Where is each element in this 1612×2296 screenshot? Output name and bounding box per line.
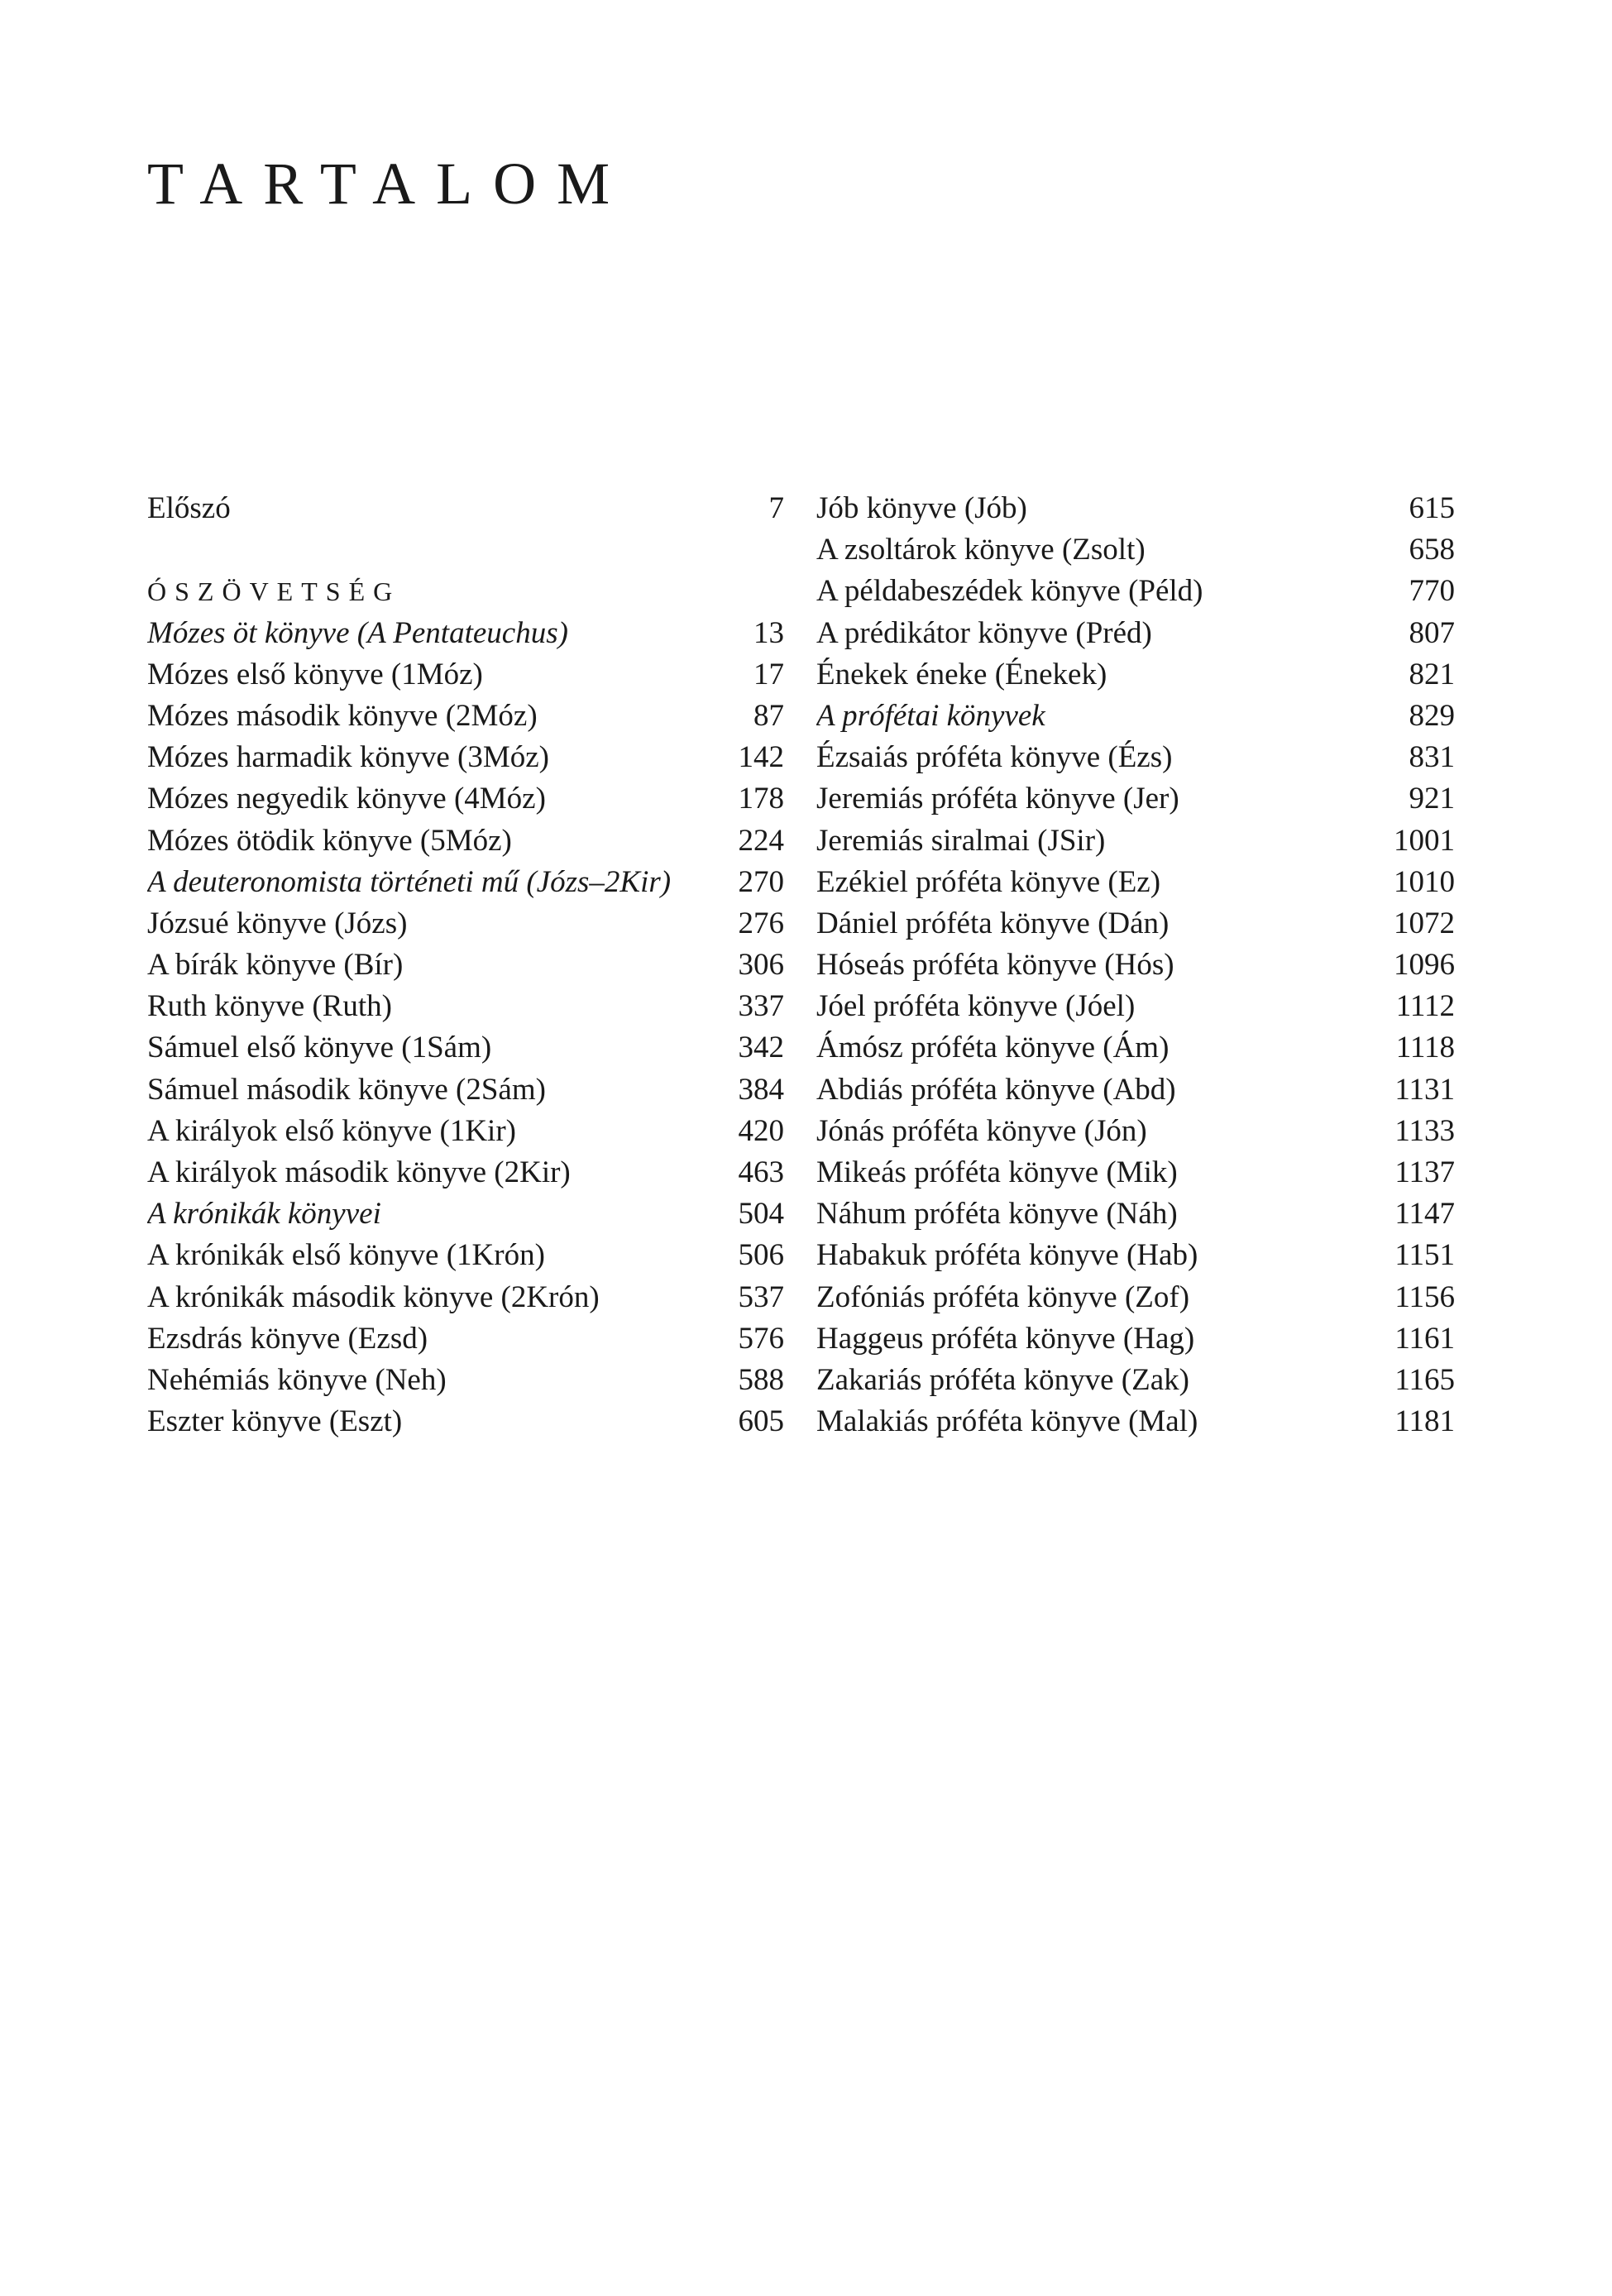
toc-entry[interactable] — [816, 945, 1455, 986]
toc-entry[interactable] — [147, 613, 784, 654]
toc-entry-label: Hóseás próféta könyve (Hós) — [816, 948, 1174, 983]
toc-entry-page: 576 — [738, 1321, 784, 1356]
toc-entry-label: Józsué könyve (Józs) — [147, 906, 408, 940]
toc-entry-page: 658 — [1409, 533, 1455, 567]
toc-entry[interactable] — [816, 1027, 1455, 1069]
toc-entry-page: 1001 — [1394, 823, 1455, 858]
toc-entry-label: Náhum próféta könyve (Náh) — [816, 1197, 1178, 1232]
toc-entry-label: A krónikák második könyve (2Krón) — [147, 1280, 600, 1314]
toc-entry[interactable] — [816, 488, 1455, 529]
toc-entry-page: 605 — [738, 1404, 784, 1439]
toc-entry-label: Jeremiás siralmai (JSir) — [816, 823, 1106, 858]
toc-entry-page: 1156 — [1394, 1280, 1455, 1314]
toc-entry[interactable] — [147, 1193, 784, 1235]
toc-entry-page: 1133 — [1394, 1113, 1455, 1148]
toc-entry[interactable] — [147, 1069, 784, 1111]
toc-entry[interactable] — [147, 1111, 784, 1152]
toc-entry-page: 1118 — [1395, 1031, 1455, 1065]
toc-spacer — [147, 529, 784, 571]
toc-entry-label: Nehémiás könyve (Neh) — [147, 1362, 447, 1397]
toc-entry[interactable] — [147, 737, 784, 778]
toc-entry-label: A királyok első könyve (1Kir) — [147, 1113, 516, 1148]
toc-entry[interactable] — [816, 654, 1455, 696]
toc-entry-page: 224 — [738, 823, 784, 858]
toc-entry-page: 1112 — [1395, 989, 1455, 1024]
toc-entry[interactable] — [816, 1111, 1455, 1152]
toc-entry[interactable] — [816, 696, 1455, 737]
toc-entry[interactable] — [816, 613, 1455, 654]
toc-entry[interactable] — [816, 862, 1455, 903]
toc-entry-label: Habakuk próféta könyve (Hab) — [816, 1238, 1198, 1273]
toc-entry-label: Dániel próféta könyve (Dán) — [816, 906, 1170, 940]
toc-entry-label: Ezsdrás könyve (Ezsd) — [147, 1321, 428, 1356]
toc-entry[interactable] — [147, 778, 784, 820]
section-header: ÓSZÖVETSÉG — [147, 576, 401, 607]
toc-entry[interactable] — [147, 654, 784, 696]
toc-entry[interactable] — [816, 1360, 1455, 1401]
toc-entry-label: Sámuel első könyve (1Sám) — [147, 1031, 492, 1065]
toc-entry-label: Ézsaiás próféta könyve (Ézs) — [816, 740, 1173, 775]
toc-entry-label: Zofóniás próféta könyve (Zof) — [816, 1280, 1190, 1314]
toc-entry-page: 420 — [738, 1113, 784, 1148]
toc-entry-label: Eszter könyve (Eszt) — [147, 1404, 403, 1439]
toc-entry-page: 829 — [1409, 698, 1455, 733]
toc-entry[interactable] — [816, 1401, 1455, 1442]
toc-entry-label: Zakariás próféta könyve (Zak) — [816, 1362, 1189, 1397]
toc-entry-page: 1165 — [1394, 1362, 1455, 1397]
toc-entry-label: Mikeás próféta könyve (Mik) — [816, 1155, 1178, 1189]
toc-entry-page: 7 — [768, 491, 784, 525]
toc-entry[interactable] — [816, 820, 1455, 862]
toc-entry-page: 831 — [1409, 740, 1455, 775]
toc-entry[interactable] — [816, 1193, 1455, 1235]
toc-entry-preface[interactable] — [147, 488, 784, 529]
toc-entry-label: Előszó — [147, 491, 231, 525]
toc-entry[interactable] — [147, 1401, 784, 1442]
toc-entry-label: Énekek éneke (Énekek) — [816, 657, 1107, 691]
toc-entry-page: 87 — [753, 698, 784, 733]
toc-entry-label: Haggeus próféta könyve (Hag) — [816, 1321, 1195, 1356]
toc-entry[interactable] — [147, 696, 784, 737]
toc-entry[interactable] — [147, 820, 784, 862]
toc-entry-page: 270 — [738, 864, 784, 899]
toc-entry-page: 1131 — [1394, 1072, 1455, 1107]
toc-entry-page: 1181 — [1394, 1404, 1455, 1439]
toc-entry-page: 588 — [738, 1362, 784, 1397]
toc-entry[interactable] — [816, 571, 1455, 612]
toc-entry-label: A prófétai könyvek — [816, 698, 1045, 733]
toc-entry-page: 1147 — [1394, 1197, 1455, 1232]
toc-entry[interactable] — [147, 1318, 784, 1360]
toc-entry[interactable] — [147, 1277, 784, 1318]
toc-entry-page: 142 — [738, 740, 784, 775]
toc-entry[interactable] — [147, 1152, 784, 1193]
toc-entry-label: Jób könyve (Jób) — [816, 491, 1027, 525]
toc-entry-page: 537 — [738, 1280, 784, 1314]
toc-entry[interactable] — [147, 986, 784, 1027]
toc-entry-label: Ezékiel próféta könyve (Ez) — [816, 864, 1161, 899]
toc-left-column — [147, 488, 784, 1442]
toc-entry[interactable] — [816, 529, 1455, 571]
toc-entry[interactable] — [147, 1235, 784, 1276]
toc-entry-page: 337 — [738, 989, 784, 1024]
toc-entry[interactable] — [147, 862, 784, 903]
toc-entry[interactable] — [816, 1235, 1455, 1276]
toc-entry-page: 463 — [738, 1155, 784, 1189]
toc-entry-label: A zsoltárok könyve (Zsolt) — [816, 533, 1146, 567]
toc-entry-label: A krónikák első könyve (1Krón) — [147, 1238, 545, 1273]
toc-entry-label: Mózes öt könyve (A Pentateuchus) — [147, 615, 568, 650]
toc-entry-page: 1151 — [1394, 1238, 1455, 1273]
toc-entry-label: Mózes harmadik könyve (3Móz) — [147, 740, 550, 775]
toc-entry-label: A bírák könyve (Bír) — [147, 948, 404, 983]
toc-entry-label: A példabeszédek könyve (Péld) — [816, 574, 1203, 609]
page-title: TARTALOM — [147, 151, 631, 217]
toc-entry-label: Abdiás próféta könyve (Abd) — [816, 1072, 1176, 1107]
toc-entry[interactable] — [147, 945, 784, 986]
toc-entry-page: 1137 — [1394, 1155, 1455, 1189]
toc-entry-label: A deuteronomista történeti mű (Józs–2Kir) — [147, 864, 672, 899]
toc-left-entries — [147, 613, 784, 1443]
toc-entry-page: 342 — [738, 1031, 784, 1065]
toc-entry-label: A prédikátor könyve (Préd) — [816, 615, 1152, 650]
toc-entry-page: 1096 — [1394, 948, 1455, 983]
toc-entry-page: 1072 — [1394, 906, 1455, 940]
toc-entry-page: 821 — [1409, 657, 1455, 691]
toc-entry-label: Jónás próféta könyve (Jón) — [816, 1113, 1147, 1148]
toc-entry[interactable] — [816, 737, 1455, 778]
toc-entry-label: Ámósz próféta könyve (Ám) — [816, 1031, 1170, 1065]
toc-entry-label: Mózes első könyve (1Móz) — [147, 657, 483, 691]
toc-entry-label: A királyok második könyve (2Kir) — [147, 1155, 571, 1189]
toc-entry-label: Sámuel második könyve (2Sám) — [147, 1072, 546, 1107]
toc-entry-page: 306 — [738, 948, 784, 983]
toc-entry-page: 770 — [1409, 574, 1455, 609]
toc-right-entries — [816, 488, 1455, 1442]
toc-entry[interactable] — [816, 1152, 1455, 1193]
toc-entry-page: 1161 — [1394, 1321, 1455, 1356]
toc-entry-page: 17 — [753, 657, 784, 691]
toc-entry-page: 921 — [1409, 782, 1455, 816]
toc-entry-page: 178 — [738, 782, 784, 816]
toc-entry[interactable] — [147, 1027, 784, 1069]
toc-entry-page: 13 — [753, 615, 784, 650]
toc-entry-page: 506 — [738, 1238, 784, 1273]
toc-entry-page: 276 — [738, 906, 784, 940]
toc-entry[interactable] — [816, 1277, 1455, 1318]
toc-entry-page: 615 — [1409, 491, 1455, 525]
toc-entry-label: Malakiás próféta könyve (Mal) — [816, 1404, 1198, 1439]
toc-entry-page: 1010 — [1394, 864, 1455, 899]
toc-entry-label: Mózes ötödik könyve (5Móz) — [147, 823, 512, 858]
toc-entry-page: 504 — [738, 1197, 784, 1232]
toc-entry-label: Mózes negyedik könyve (4Móz) — [147, 782, 546, 816]
toc-entry-label: A krónikák könyvei — [147, 1197, 381, 1232]
toc-entry-page: 384 — [738, 1072, 784, 1107]
toc-entry-label: Ruth könyve (Ruth) — [147, 989, 392, 1024]
toc-entry-page: 807 — [1409, 615, 1455, 650]
toc-entry-label: Mózes második könyve (2Móz) — [147, 698, 538, 733]
toc-entry-label: Jeremiás próféta könyve (Jer) — [816, 782, 1179, 816]
toc-entry[interactable] — [147, 1360, 784, 1401]
toc-right-column — [816, 488, 1455, 1442]
toc-entry-label: Jóel próféta könyve (Jóel) — [816, 989, 1136, 1024]
toc-entry[interactable] — [816, 1069, 1455, 1111]
toc-entry[interactable] — [816, 903, 1455, 945]
toc-entry[interactable] — [816, 1318, 1455, 1360]
toc-entry[interactable] — [816, 986, 1455, 1027]
toc-entry[interactable] — [147, 903, 784, 945]
toc-entry[interactable] — [816, 778, 1455, 820]
